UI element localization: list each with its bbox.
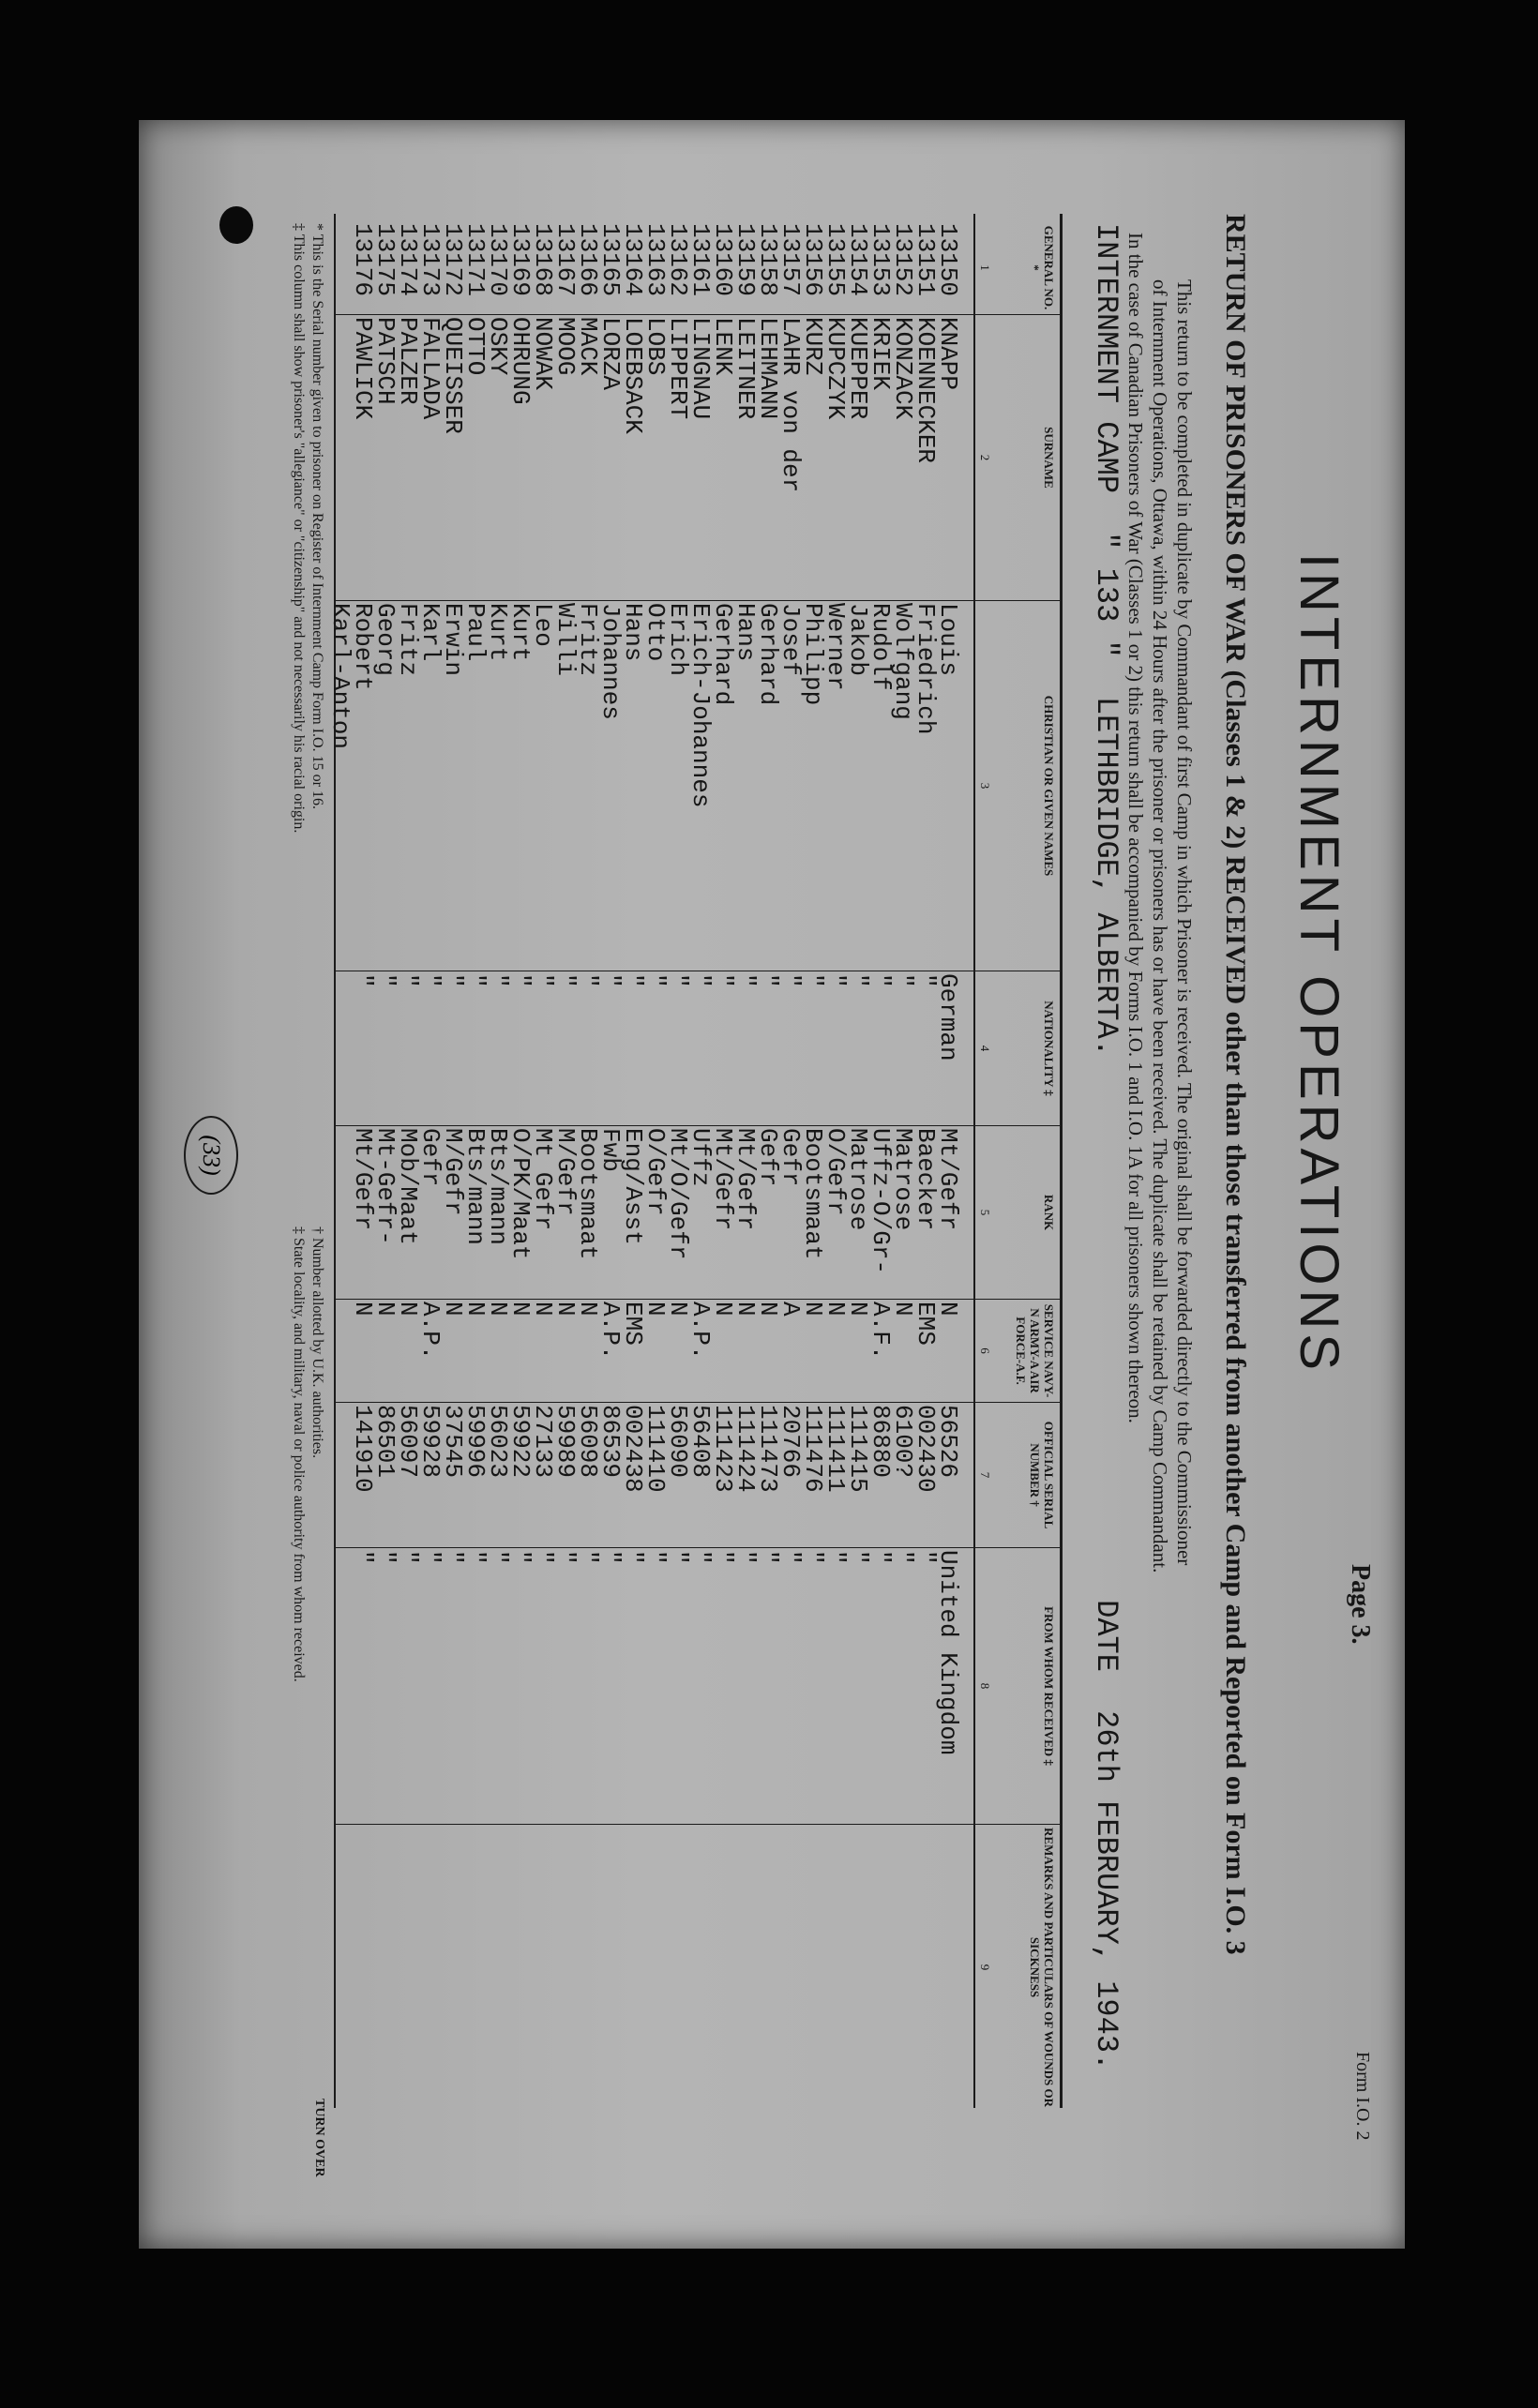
cell-nat: " (574, 973, 602, 988)
cell-given: Leo (529, 603, 557, 647)
cell-from: " (506, 1550, 535, 1565)
cell-no: 13152 (889, 223, 917, 297)
table-row (867, 120, 895, 2108)
footnote-locality: ‡ State locality, and military, naval or police authority from whom received. (291, 1227, 307, 1682)
cell-no: 13155 (822, 223, 850, 297)
cell-given: Otto (641, 603, 670, 662)
cell-svc: N (394, 1302, 422, 1317)
cell-no: 13169 (506, 223, 535, 297)
cell-from: " (844, 1550, 872, 1565)
cell-given: Erich (664, 603, 692, 677)
form-subtitle: RETURN OF PRISONERS OF WAR (Classes 1 & 2) RECEIVED other than those transferred from another Camp and Reported on Form I.O. 3 (1220, 214, 1251, 1955)
cell-serial: 56408 (686, 1405, 715, 1479)
column-header: SERVICE NAVY-N ARMY-A AIR FORCE-A.F. (1014, 1303, 1056, 1398)
cell-nat: " (349, 973, 377, 988)
cell-serial: 002430 (912, 1405, 940, 1493)
cell-given: Robert (349, 603, 377, 691)
cell-from: " (371, 1550, 400, 1565)
camp-label: INTERNMENT CAMP (1089, 223, 1123, 494)
page-label: Page 3. (1346, 1564, 1375, 1645)
cell-nat: " (394, 973, 422, 988)
column-number: 6 (978, 1347, 992, 1354)
column-number: 2 (978, 454, 992, 461)
cell-from: United Kingdom (934, 1550, 962, 1755)
table-row (664, 120, 692, 2108)
table-row (686, 120, 715, 2108)
cell-svc: EMS (912, 1302, 940, 1346)
cell-nat: " (596, 973, 625, 988)
cell-given: Friedrich (912, 603, 940, 735)
cell-svc: A.F. (867, 1302, 895, 1361)
cell-svc: N (822, 1302, 850, 1317)
cell-surname: KNAPP (934, 317, 962, 391)
cell-rank: Mt/O/Gefr (664, 1128, 692, 1260)
cell-no: 13170 (484, 223, 512, 297)
cell-from: " (349, 1550, 377, 1565)
cell-from: " (529, 1550, 557, 1565)
cell-given: Karl (416, 603, 445, 662)
cell-surname: KOENNECKER (912, 317, 940, 464)
cell-given: Wolfgang (889, 603, 917, 720)
cell-rank: Uffz-O/Gr- (867, 1128, 895, 1275)
column-number: 4 (978, 1045, 992, 1052)
cell-svc: N (799, 1302, 827, 1317)
cell-given: Georg (371, 603, 400, 677)
rotated-form (139, 120, 1405, 2249)
cell-rank: Mt/Gefr (934, 1128, 962, 1231)
cell-surname: MACK (574, 317, 602, 376)
cell-serial: 141910 (349, 1405, 377, 1493)
cell-rank: Bts/mann (461, 1128, 490, 1245)
cell-nat: " (506, 973, 535, 988)
page-title: INTERNMENT OPERATIONS (1289, 552, 1350, 1376)
cell-serial: 6100? (889, 1405, 917, 1479)
cell-surname: FALLADA (416, 317, 445, 420)
cell-from: " (484, 1550, 512, 1565)
cell-nat: " (822, 973, 850, 988)
cell-nat: " (619, 973, 647, 988)
cell-given: Werner (822, 603, 850, 691)
footnote-left (289, 223, 326, 833)
cell-given: Fritz (574, 603, 602, 677)
cell-nat: German (934, 973, 962, 1061)
cell-serial: 59996 (461, 1405, 490, 1479)
cell-surname: LOBS (641, 317, 670, 376)
cell-serial: 111424 (731, 1405, 760, 1493)
cell-nat: " (709, 973, 737, 988)
instruction-line-3: In the case of Canadian Prisoners of War (Classes 1 or 2) this return shall be accompanied by Forms I.O. 1 and I.O. 1A for all prisoners shown thereon. (1124, 233, 1147, 1423)
cell-no: 13167 (551, 223, 580, 297)
cell-serial: 27133 (529, 1405, 557, 1479)
table-row (731, 120, 760, 2108)
cell-nat: " (889, 973, 917, 988)
cell-surname: LENK (709, 317, 737, 376)
cell-given: Kurt (506, 603, 535, 662)
cell-svc: N (484, 1302, 512, 1317)
cell-rank: Eng/Asst (619, 1128, 647, 1245)
cell-given: Philipp (799, 603, 827, 706)
cell-serial: 111411 (822, 1405, 850, 1493)
cell-no: 13162 (664, 223, 692, 297)
cell-given: Gerhard (754, 603, 782, 706)
cell-from: " (889, 1550, 917, 1565)
cell-svc: A (777, 1302, 805, 1317)
cell-serial: 002438 (619, 1405, 647, 1493)
cell-from: " (867, 1550, 895, 1565)
footnote-allegiance: ‡ This column shall show prisoner's "allegiance" or "citizenship" and not necessarily his racial origin. (291, 223, 307, 834)
cell-given: Gerhard (709, 603, 737, 706)
column-number: 5 (978, 1209, 992, 1216)
cell-nat: " (461, 973, 490, 988)
cell-svc: N (641, 1302, 670, 1317)
camp-location: LETHBRIDGE, ALBERTA. (1089, 696, 1123, 1057)
cell-nat: " (664, 973, 692, 988)
column-header: OFFICIAL SERIAL NUMBER † (1028, 1421, 1056, 1529)
cell-nat: " (844, 973, 872, 988)
cell-surname: LEHMANN (754, 317, 782, 420)
cell-surname: LOEBSACK (619, 317, 647, 434)
camp-line (1089, 223, 1123, 2099)
cell-rank: O/Gefr (822, 1128, 850, 1216)
table-row (754, 120, 782, 2108)
table-row (619, 120, 647, 2108)
cell-svc: N (889, 1302, 917, 1317)
cell-serial: 111415 (844, 1405, 872, 1493)
cell-rank: Matrose (889, 1128, 917, 1231)
cell-rank: Baecker (912, 1128, 940, 1231)
cell-serial: 86501 (371, 1405, 400, 1479)
table-row (641, 120, 670, 2108)
column-number: 1 (978, 264, 992, 271)
column-header: GENERAL NO. * (1028, 225, 1056, 310)
footnote-serial: * This is the Serial number given to prisoner on Register of Internment Camp Form I.O. 15 or 16. (309, 223, 325, 809)
cell-no: 13157 (777, 223, 805, 297)
cell-from: " (439, 1550, 467, 1565)
table-row (394, 120, 422, 2108)
cell-given: Willi (551, 603, 580, 677)
cell-serial: 56090 (664, 1405, 692, 1479)
cell-serial: 59922 (506, 1405, 535, 1479)
cell-serial: 111473 (754, 1405, 782, 1493)
cell-given: Hans (619, 603, 647, 662)
cell-given: Erwin (439, 603, 467, 677)
cell-rank: Mob/Maat (394, 1128, 422, 1245)
cell-rank: Matrose (844, 1128, 872, 1231)
camp-number: " 133 " (1089, 532, 1123, 658)
cell-nat: " (686, 973, 715, 988)
table-row (506, 120, 535, 2108)
cell-surname: MOOG (551, 317, 580, 376)
column-number: 8 (978, 1682, 992, 1690)
cell-no: 13163 (641, 223, 670, 297)
cell-rank: Mt Gefr (529, 1128, 557, 1231)
instruction-line-2: of Internment Operations, Ottawa, within 24 Hours after the prisoner or prisoners has or have been received. The duplicate shall be retained by Camp Commandant. (1149, 279, 1171, 1573)
column-number: 9 (978, 1964, 992, 1971)
cell-given: Paul (461, 603, 490, 662)
cell-serial: 59989 (551, 1405, 580, 1479)
cell-rank: Gefr (777, 1128, 805, 1187)
cell-svc: N (461, 1302, 490, 1317)
cell-serial: 111410 (641, 1405, 670, 1493)
cell-rank: O/Gefr (641, 1128, 670, 1216)
cell-serial: 37545 (439, 1405, 467, 1479)
cell-serial: 56097 (394, 1405, 422, 1479)
cell-no: 13158 (754, 223, 782, 297)
cell-nat: " (641, 973, 670, 988)
cell-from: " (574, 1550, 602, 1565)
form-number: Form I.O. 2 (1352, 2052, 1373, 2141)
cell-rank: Bootsmaat (799, 1128, 827, 1260)
cell-surname: OTTO (461, 317, 490, 376)
cell-no: 13153 (867, 223, 895, 297)
cell-no: 13151 (912, 223, 940, 297)
cell-svc: N (349, 1302, 377, 1317)
cell-from: " (709, 1550, 737, 1565)
cell-serial: 59928 (416, 1405, 445, 1479)
cell-given: Kurt (484, 603, 512, 662)
cell-from: " (912, 1550, 940, 1565)
cell-rank: Uffz (686, 1128, 715, 1187)
cell-rank: Mt/Gefr (349, 1128, 377, 1231)
column-header: RANK (1042, 1194, 1056, 1231)
cell-nat: " (484, 973, 512, 988)
cell-surname: KUEPPER (844, 317, 872, 420)
table-row (777, 120, 805, 2108)
cell-from: " (551, 1550, 580, 1565)
cell-nat: " (754, 973, 782, 988)
table-row (484, 120, 512, 2108)
cell-surname: PAWLICK (349, 317, 377, 420)
cell-serial: 20766 (777, 1405, 805, 1479)
cell-no: 13161 (686, 223, 715, 297)
turn-over-label: TURN OVER (312, 2099, 326, 2177)
cell-given: Fritz (394, 603, 422, 677)
cell-given: Karl-Anton (326, 603, 354, 750)
cell-nat: " (912, 973, 940, 988)
cell-from: " (416, 1550, 445, 1565)
cell-no: 13176 (349, 223, 377, 297)
cell-serial: 56526 (934, 1405, 962, 1479)
footnote-uk-number: † Number allotted by U.K. authorities. (309, 1227, 325, 1459)
table-row (326, 120, 354, 2108)
circled-mark: (33) (184, 1116, 238, 1195)
cell-surname: LINGNAU (686, 317, 715, 420)
cell-svc: A.P. (416, 1302, 445, 1361)
cell-from: " (754, 1550, 782, 1565)
column-header: CHRISTIAN OR GIVEN NAMES (1042, 695, 1056, 877)
table-row (574, 120, 602, 2108)
cell-svc: N (731, 1302, 760, 1317)
cell-no: 13166 (574, 223, 602, 297)
cell-serial: 56023 (484, 1405, 512, 1479)
cell-rank: O/PK/Maat (506, 1128, 535, 1260)
cell-surname: NOWAK (529, 317, 557, 391)
cell-no: 13168 (529, 223, 557, 297)
cell-given: Rudolf (867, 603, 895, 691)
cell-svc: N (754, 1302, 782, 1317)
table-row (416, 120, 445, 2108)
table-row (529, 120, 557, 2108)
column-number: 7 (978, 1471, 992, 1479)
date-value: 26th FEBRUARY, 1943. (1089, 1710, 1123, 2071)
cell-nat: " (371, 973, 400, 988)
cell-serial: 111423 (709, 1405, 737, 1493)
cell-no: 13172 (439, 223, 467, 297)
cell-serial: 56098 (574, 1405, 602, 1479)
cell-rank: Mt/Gefr (709, 1128, 737, 1231)
cell-no: 13164 (619, 223, 647, 297)
cell-nat: " (551, 973, 580, 988)
cell-nat: " (416, 973, 445, 988)
cell-no: 13150 (934, 223, 962, 297)
cell-from: " (641, 1550, 670, 1565)
cell-nat: " (529, 973, 557, 988)
table-row (439, 120, 467, 2108)
table-row (596, 120, 625, 2108)
cell-nat: " (731, 973, 760, 988)
cell-surname: KURZ (799, 317, 827, 376)
cell-surname: QUEISSER (439, 317, 467, 434)
table-row (934, 120, 962, 2108)
cell-rank: Mt/Gefr (731, 1128, 760, 1231)
cell-from: " (664, 1550, 692, 1565)
cell-svc: N (574, 1302, 602, 1317)
cell-from: " (596, 1550, 625, 1565)
cell-from: " (799, 1550, 827, 1565)
cell-no: 13159 (731, 223, 760, 297)
cell-surname: KONZACK (889, 317, 917, 420)
cell-surname: LORZA (596, 317, 625, 391)
footnote-right (289, 1227, 326, 1682)
column-number: 3 (978, 782, 992, 790)
cell-no: 13154 (844, 223, 872, 297)
cell-from: " (686, 1550, 715, 1565)
cell-no: 13173 (416, 223, 445, 297)
cell-from: " (461, 1550, 490, 1565)
cell-svc: N (934, 1302, 962, 1317)
cell-surname: OSKY (484, 317, 512, 376)
column-header: NATIONALITY ‡ (1042, 1001, 1056, 1096)
cell-surname: KRIEK (867, 317, 895, 391)
cell-svc: N (529, 1302, 557, 1317)
column-header: SURNAME (1042, 427, 1056, 489)
cell-no: 13171 (461, 223, 490, 297)
cell-from: " (777, 1550, 805, 1565)
cell-from: " (731, 1550, 760, 1565)
cell-nat: " (799, 973, 827, 988)
cell-svc: N (506, 1302, 535, 1317)
cell-svc: N (844, 1302, 872, 1317)
cell-serial: 86539 (596, 1405, 625, 1479)
cell-surname: LIPPERT (664, 317, 692, 420)
cell-svc: EMS (619, 1302, 647, 1346)
cell-given: Hans (731, 603, 760, 662)
cell-svc: A.P. (596, 1302, 625, 1361)
cell-svc: N (709, 1302, 737, 1317)
table-row (912, 120, 940, 2108)
column-header: FROM WHOM RECEIVED ‡ (1042, 1606, 1056, 1766)
table-row (844, 120, 872, 2108)
cell-no: 13160 (709, 223, 737, 297)
cell-from: " (619, 1550, 647, 1565)
cell-svc: N (551, 1302, 580, 1317)
cell-no: 13156 (799, 223, 827, 297)
cell-nat: " (777, 973, 805, 988)
cell-svc: N (664, 1302, 692, 1317)
cell-nat: " (867, 973, 895, 988)
cell-no: 13174 (394, 223, 422, 297)
cell-rank: Gefr (416, 1128, 445, 1187)
cell-surname: PATSCH (371, 317, 400, 405)
table-row (551, 120, 580, 2108)
cell-rank: Bootsmaat (574, 1128, 602, 1260)
table-row (822, 120, 850, 2108)
cell-given: Josef (777, 603, 805, 677)
cell-nat: " (439, 973, 467, 988)
cell-rank: Fwb (596, 1128, 625, 1172)
table-row (461, 120, 490, 2108)
cell-rank: M/Gefr (439, 1128, 467, 1216)
cell-surname: KUPCZYK (822, 317, 850, 420)
cell-from: " (822, 1550, 850, 1565)
cell-from: " (394, 1550, 422, 1565)
cell-no: 13165 (596, 223, 625, 297)
cell-given: Johannes (596, 603, 625, 720)
cell-given: Louis (934, 603, 962, 677)
cell-rank: M/Gefr (551, 1128, 580, 1216)
table-row (709, 120, 737, 2108)
cell-surname: LEITNER (731, 317, 760, 420)
cell-given: Jakob (844, 603, 872, 677)
cell-no: 13175 (371, 223, 400, 297)
cell-given: Erich-Johannes (686, 603, 715, 808)
table-row (371, 120, 400, 2108)
cell-rank: Bts/mann (484, 1128, 512, 1245)
cell-rank: Mt-Gefr- (371, 1128, 400, 1245)
document-sheet (139, 120, 1405, 2249)
cell-svc: A.P. (686, 1302, 715, 1361)
cell-serial: 86880 (867, 1405, 895, 1479)
cell-serial: 111476 (799, 1405, 827, 1493)
cell-surname: OHRUNG (506, 317, 535, 405)
cell-surname: PALZER (394, 317, 422, 405)
cell-svc: N (371, 1302, 400, 1317)
column-header: REMARKS AND PARTICULARS OF WOUNDS OR SICKNESS (1028, 1828, 1056, 2107)
cell-rank: Gefr (754, 1128, 782, 1187)
table-row (889, 120, 917, 2108)
table-row (799, 120, 827, 2108)
cell-surname: LAHR von der (777, 317, 805, 493)
table-row (349, 120, 377, 2108)
cell-svc: N (439, 1302, 467, 1317)
date-label: DATE (1089, 1600, 1123, 1672)
instruction-line-1: This return to be completed in duplicate by Commandant of first Camp in which Prisoner is received. The original shall be forwarded directly to the Commissioner (1173, 279, 1196, 1566)
